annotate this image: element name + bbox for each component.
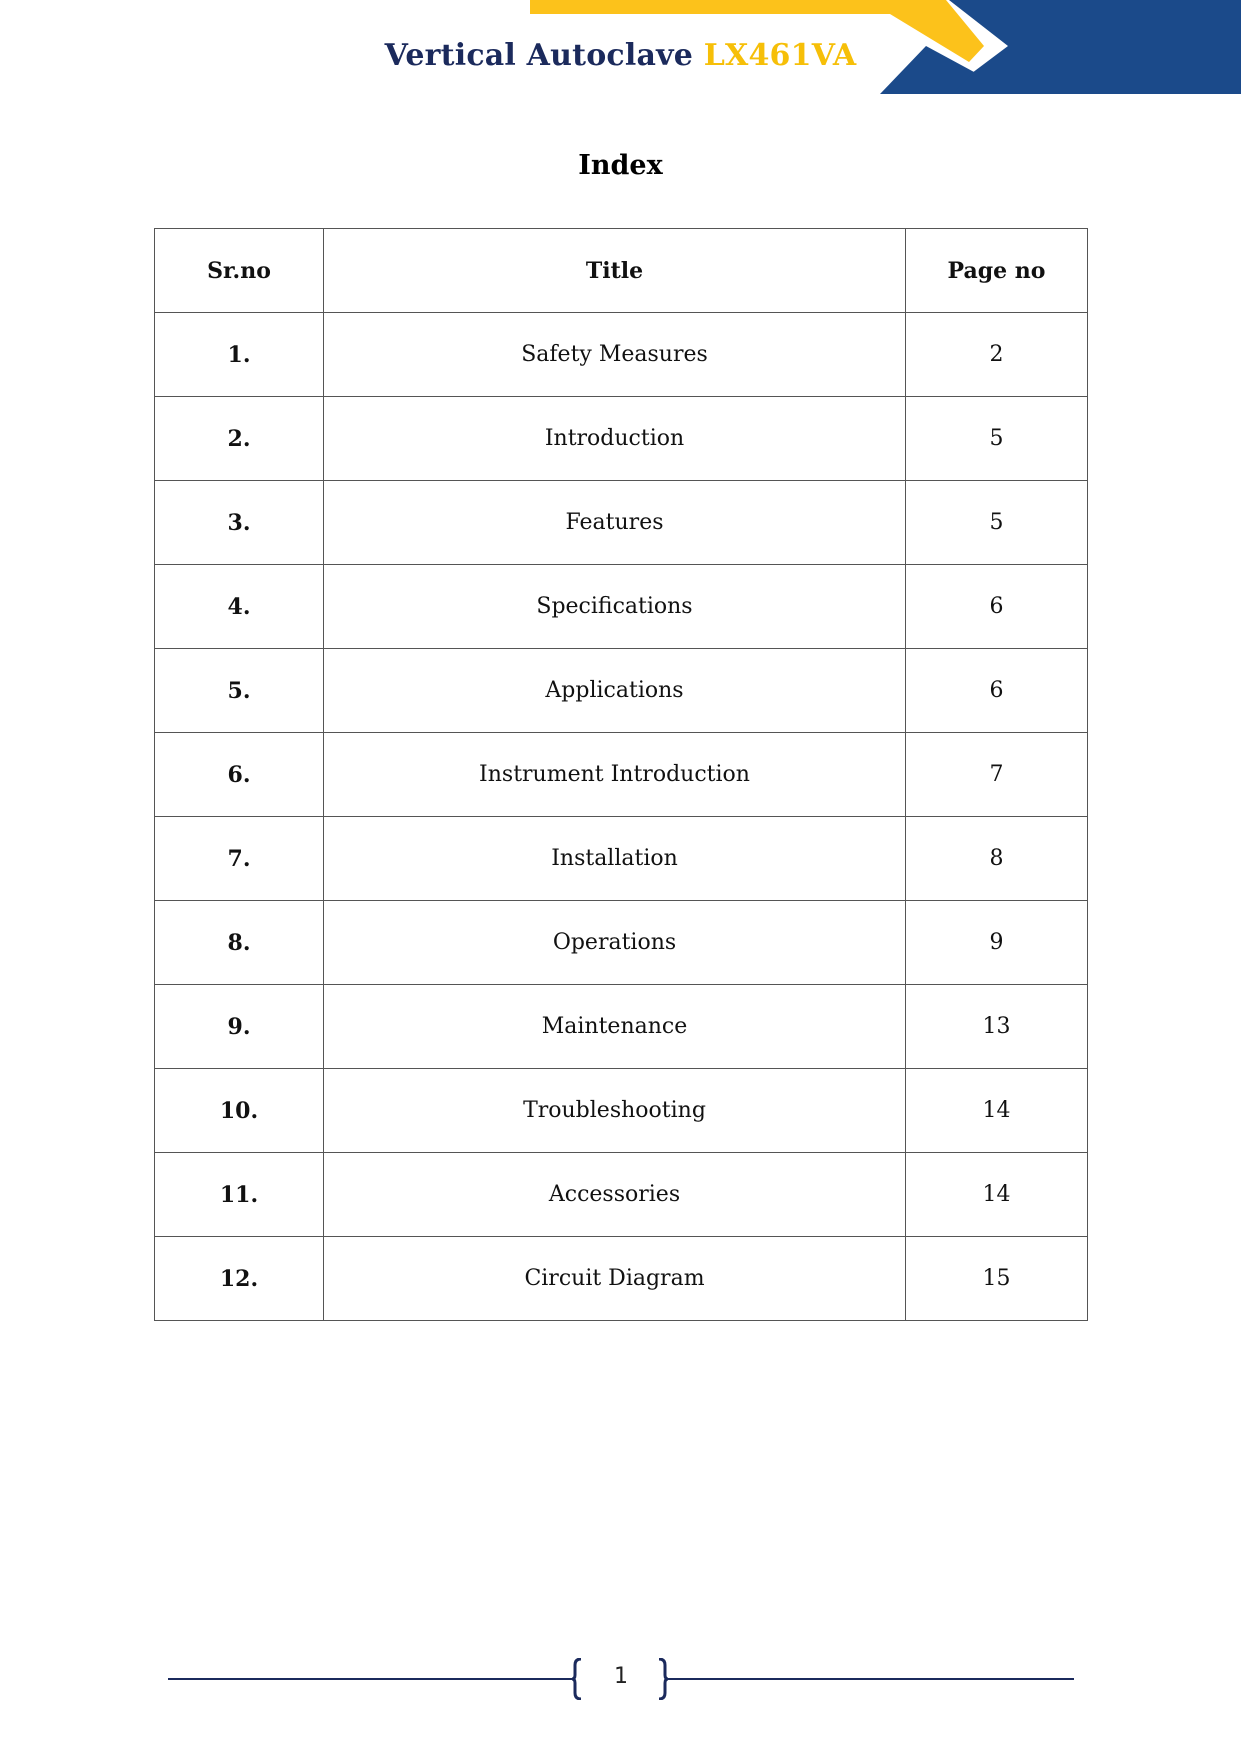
index-heading: Index	[578, 150, 663, 181]
index-table	[154, 228, 1088, 1321]
cell-title: Circuit Diagram	[324, 1237, 906, 1321]
cell-title: Troubleshooting	[324, 1069, 906, 1153]
cell-page: 8	[906, 817, 1088, 901]
cell-page: 13	[906, 985, 1088, 1069]
cell-srno: 8.	[155, 901, 324, 985]
table-row	[155, 817, 1088, 901]
cell-page: 15	[906, 1237, 1088, 1321]
cell-title: Instrument Introduction	[324, 733, 906, 817]
cell-page: 6	[906, 565, 1088, 649]
cell-srno: 10.	[155, 1069, 324, 1153]
cell-title: Accessories	[324, 1153, 906, 1237]
cell-srno: 5.	[155, 649, 324, 733]
page-footer	[0, 1650, 1241, 1710]
cell-title: Safety Measures	[324, 313, 906, 397]
table-row	[155, 733, 1088, 817]
cell-page: 14	[906, 1153, 1088, 1237]
cell-page: 5	[906, 481, 1088, 565]
cell-page: 9	[906, 901, 1088, 985]
cell-srno: 7.	[155, 817, 324, 901]
cell-title: Introduction	[324, 397, 906, 481]
footer-rule-right	[666, 1678, 1074, 1680]
table-header-row	[155, 229, 1088, 313]
footer-rule-left	[168, 1678, 574, 1680]
table-row	[155, 481, 1088, 565]
table-row	[155, 1153, 1088, 1237]
table-row	[155, 649, 1088, 733]
cell-page: 6	[906, 649, 1088, 733]
column-header-srno: Sr.no	[155, 229, 324, 313]
cell-srno: 1.	[155, 313, 324, 397]
document-title	[0, 38, 1241, 73]
cell-srno: 2.	[155, 397, 324, 481]
model-number: LX461VA	[703, 38, 857, 73]
cell-page: 5	[906, 397, 1088, 481]
cell-title: Operations	[324, 901, 906, 985]
column-header-page: Page no	[906, 229, 1088, 313]
cell-page: 2	[906, 313, 1088, 397]
cell-srno: 11.	[155, 1153, 324, 1237]
cell-page: 7	[906, 733, 1088, 817]
cell-title: Features	[324, 481, 906, 565]
column-header-title: Title	[324, 229, 906, 313]
cell-title: Applications	[324, 649, 906, 733]
cell-srno: 12.	[155, 1237, 324, 1321]
page-number: 1	[614, 1664, 628, 1689]
table-row	[155, 901, 1088, 985]
cell-srno: 4.	[155, 565, 324, 649]
cell-page: 14	[906, 1069, 1088, 1153]
cell-srno: 3.	[155, 481, 324, 565]
table-row	[155, 313, 1088, 397]
product-name: Vertical Autoclave	[384, 38, 694, 73]
table-row	[155, 397, 1088, 481]
cell-srno: 6.	[155, 733, 324, 817]
cell-title: Installation	[324, 817, 906, 901]
table-row	[155, 1069, 1088, 1153]
table-row	[155, 565, 1088, 649]
table-body	[155, 313, 1088, 1321]
table-row	[155, 985, 1088, 1069]
left-brace-icon	[572, 1658, 582, 1700]
cell-title: Specifications	[324, 565, 906, 649]
cell-srno: 9.	[155, 985, 324, 1069]
cell-title: Maintenance	[324, 985, 906, 1069]
table-row	[155, 1237, 1088, 1321]
